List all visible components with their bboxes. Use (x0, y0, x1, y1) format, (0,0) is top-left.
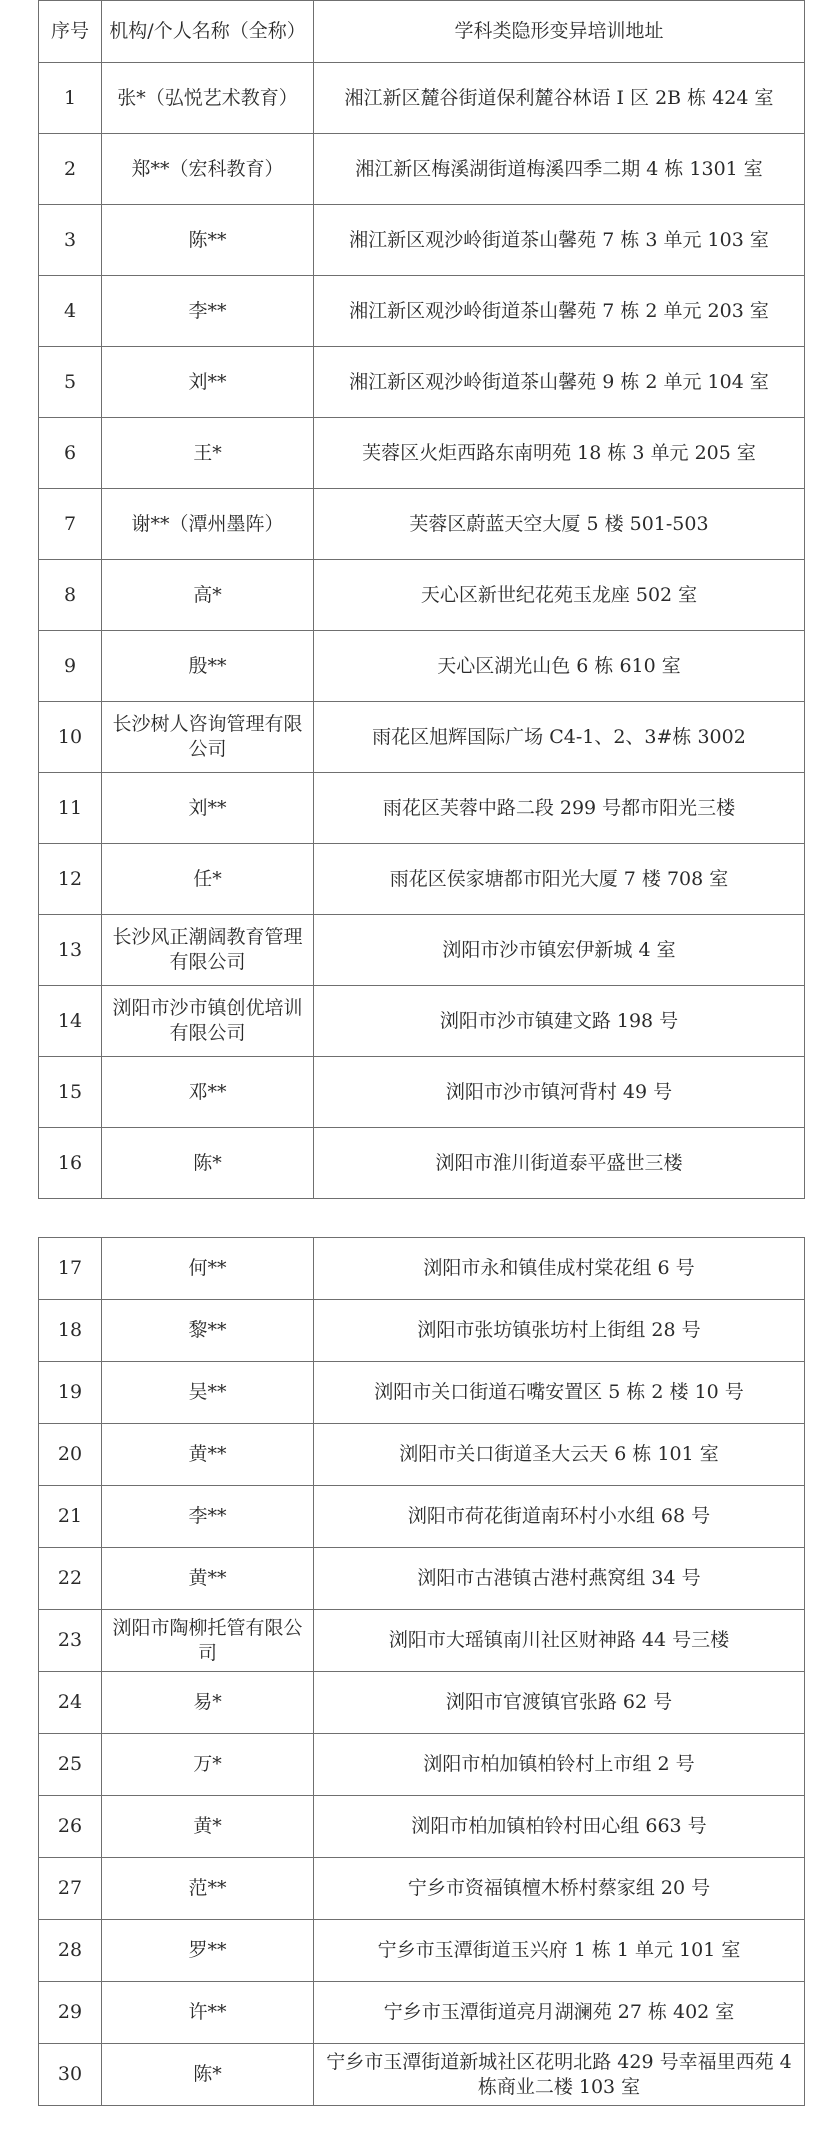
row-number: 16 (39, 1128, 102, 1199)
row-number: 11 (39, 773, 102, 844)
row-name: 刘** (102, 773, 314, 844)
table-row (39, 489, 805, 560)
row-name: 何** (102, 1238, 314, 1300)
row-number: 29 (39, 1982, 102, 2044)
row-name: 长沙树人咨询管理有限公司 (102, 702, 314, 773)
row-address: 浏阳市柏加镇柏铃村上市组 2 号 (314, 1734, 805, 1796)
table-row (39, 205, 805, 276)
row-address: 湘江新区观沙岭街道茶山馨苑 7 栋 3 单元 103 室 (314, 205, 805, 276)
row-number: 3 (39, 205, 102, 276)
row-name: 张*（弘悦艺术教育） (102, 63, 314, 134)
row-address: 雨花区侯家塘都市阳光大厦 7 楼 708 室 (314, 844, 805, 915)
row-number: 30 (39, 2044, 102, 2106)
row-number: 20 (39, 1424, 102, 1486)
table-row (39, 1300, 805, 1362)
row-address: 浏阳市大瑶镇南川社区财神路 44 号三楼 (314, 1610, 805, 1672)
row-address: 浏阳市淮川街道泰平盛世三楼 (314, 1128, 805, 1199)
row-number: 14 (39, 986, 102, 1057)
table-row (39, 1672, 805, 1734)
row-address: 宁乡市玉潭街道新城社区花明北路 429 号幸福里西苑 4 栋商业二楼 103 室 (314, 2044, 805, 2106)
row-address: 宁乡市玉潭街道玉兴府 1 栋 1 单元 101 室 (314, 1920, 805, 1982)
training-table-part1 (38, 0, 805, 1199)
row-name: 罗** (102, 1920, 314, 1982)
row-address: 浏阳市关口街道石嘴安置区 5 栋 2 楼 10 号 (314, 1362, 805, 1424)
row-number: 1 (39, 63, 102, 134)
row-name: 浏阳市陶柳托管有限公司 (102, 1610, 314, 1672)
row-address: 浏阳市古港镇古港村燕窝组 34 号 (314, 1548, 805, 1610)
row-name: 殷** (102, 631, 314, 702)
row-address: 浏阳市荷花街道南环村小水组 68 号 (314, 1486, 805, 1548)
row-number: 25 (39, 1734, 102, 1796)
row-name: 任* (102, 844, 314, 915)
row-number: 22 (39, 1548, 102, 1610)
table-row (39, 63, 805, 134)
row-address: 宁乡市玉潭街道亮月湖澜苑 27 栋 402 室 (314, 1982, 805, 2044)
row-name: 黄* (102, 1796, 314, 1858)
table-row (39, 1238, 805, 1300)
row-address: 浏阳市沙市镇河背村 49 号 (314, 1057, 805, 1128)
row-address: 浏阳市沙市镇建文路 198 号 (314, 986, 805, 1057)
row-number: 5 (39, 347, 102, 418)
row-address: 芙蓉区火炬西路东南明苑 18 栋 3 单元 205 室 (314, 418, 805, 489)
row-address: 湘江新区观沙岭街道茶山馨苑 7 栋 2 单元 203 室 (314, 276, 805, 347)
row-number: 6 (39, 418, 102, 489)
row-number: 7 (39, 489, 102, 560)
row-name: 谢**（潭州墨阵） (102, 489, 314, 560)
row-name: 浏阳市沙市镇创优培训有限公司 (102, 986, 314, 1057)
table-row (39, 134, 805, 205)
row-number: 12 (39, 844, 102, 915)
row-address: 湘江新区观沙岭街道茶山馨苑 9 栋 2 单元 104 室 (314, 347, 805, 418)
row-name: 黄** (102, 1424, 314, 1486)
row-name: 刘** (102, 347, 314, 418)
row-name: 吴** (102, 1362, 314, 1424)
row-address: 芙蓉区蔚蓝天空大厦 5 楼 501-503 (314, 489, 805, 560)
table-row (39, 1982, 805, 2044)
table-row (39, 844, 805, 915)
table-row (39, 1486, 805, 1548)
row-address: 浏阳市官渡镇官张路 62 号 (314, 1672, 805, 1734)
table-row (39, 418, 805, 489)
table-row (39, 2044, 805, 2106)
row-address: 雨花区芙蓉中路二段 299 号都市阳光三楼 (314, 773, 805, 844)
row-number: 21 (39, 1486, 102, 1548)
row-name: 易* (102, 1672, 314, 1734)
row-address: 天心区湖光山色 6 栋 610 室 (314, 631, 805, 702)
row-address: 湘江新区梅溪湖街道梅溪四季二期 4 栋 1301 室 (314, 134, 805, 205)
row-number: 4 (39, 276, 102, 347)
row-name: 陈** (102, 205, 314, 276)
row-number: 9 (39, 631, 102, 702)
header-no: 序号 (39, 1, 102, 63)
row-address: 雨花区旭辉国际广场 C4-1、2、3#栋 3002 (314, 702, 805, 773)
row-number: 28 (39, 1920, 102, 1982)
row-name: 范** (102, 1858, 314, 1920)
table-row (39, 276, 805, 347)
row-name: 陈* (102, 1128, 314, 1199)
row-number: 8 (39, 560, 102, 631)
table-row (39, 1610, 805, 1672)
row-name: 邓** (102, 1057, 314, 1128)
row-name: 郑**（宏科教育） (102, 134, 314, 205)
table-row (39, 702, 805, 773)
row-address: 湘江新区麓谷街道保利麓谷林语 I 区 2B 栋 424 室 (314, 63, 805, 134)
row-name: 长沙风正潮阔教育管理有限公司 (102, 915, 314, 986)
table-row (39, 1128, 805, 1199)
row-number: 24 (39, 1672, 102, 1734)
row-name: 王* (102, 418, 314, 489)
row-address: 浏阳市关口街道圣大云天 6 栋 101 室 (314, 1424, 805, 1486)
row-number: 26 (39, 1796, 102, 1858)
table-row (39, 631, 805, 702)
header-name: 机构/个人名称（全称） (102, 1, 314, 63)
row-number: 23 (39, 1610, 102, 1672)
table-header-row (39, 1, 805, 63)
row-number: 10 (39, 702, 102, 773)
row-name: 万* (102, 1734, 314, 1796)
row-name: 高* (102, 560, 314, 631)
row-address: 浏阳市柏加镇柏铃村田心组 663 号 (314, 1796, 805, 1858)
row-name: 许** (102, 1982, 314, 2044)
table-row (39, 347, 805, 418)
row-address: 浏阳市沙市镇宏伊新城 4 室 (314, 915, 805, 986)
table-row (39, 773, 805, 844)
training-table-part2 (38, 1237, 805, 2106)
table-row (39, 560, 805, 631)
row-name: 黄** (102, 1548, 314, 1610)
table-row (39, 915, 805, 986)
row-number: 18 (39, 1300, 102, 1362)
row-number: 19 (39, 1362, 102, 1424)
row-number: 2 (39, 134, 102, 205)
row-name: 李** (102, 276, 314, 347)
table-row (39, 1920, 805, 1982)
table-row (39, 1796, 805, 1858)
row-number: 15 (39, 1057, 102, 1128)
row-number: 17 (39, 1238, 102, 1300)
row-name: 陈* (102, 2044, 314, 2106)
row-address: 宁乡市资福镇檀木桥村蔡家组 20 号 (314, 1858, 805, 1920)
table-row (39, 986, 805, 1057)
row-address: 浏阳市永和镇佳成村棠花组 6 号 (314, 1238, 805, 1300)
table-row (39, 1548, 805, 1610)
row-number: 13 (39, 915, 102, 986)
row-name: 黎** (102, 1300, 314, 1362)
table-row (39, 1858, 805, 1920)
table-row (39, 1734, 805, 1796)
table-row (39, 1424, 805, 1486)
row-number: 27 (39, 1858, 102, 1920)
row-name: 李** (102, 1486, 314, 1548)
table-row (39, 1057, 805, 1128)
table-row (39, 1362, 805, 1424)
row-address: 天心区新世纪花苑玉龙座 502 室 (314, 560, 805, 631)
row-address: 浏阳市张坊镇张坊村上街组 28 号 (314, 1300, 805, 1362)
header-address: 学科类隐形变异培训地址 (314, 1, 805, 63)
